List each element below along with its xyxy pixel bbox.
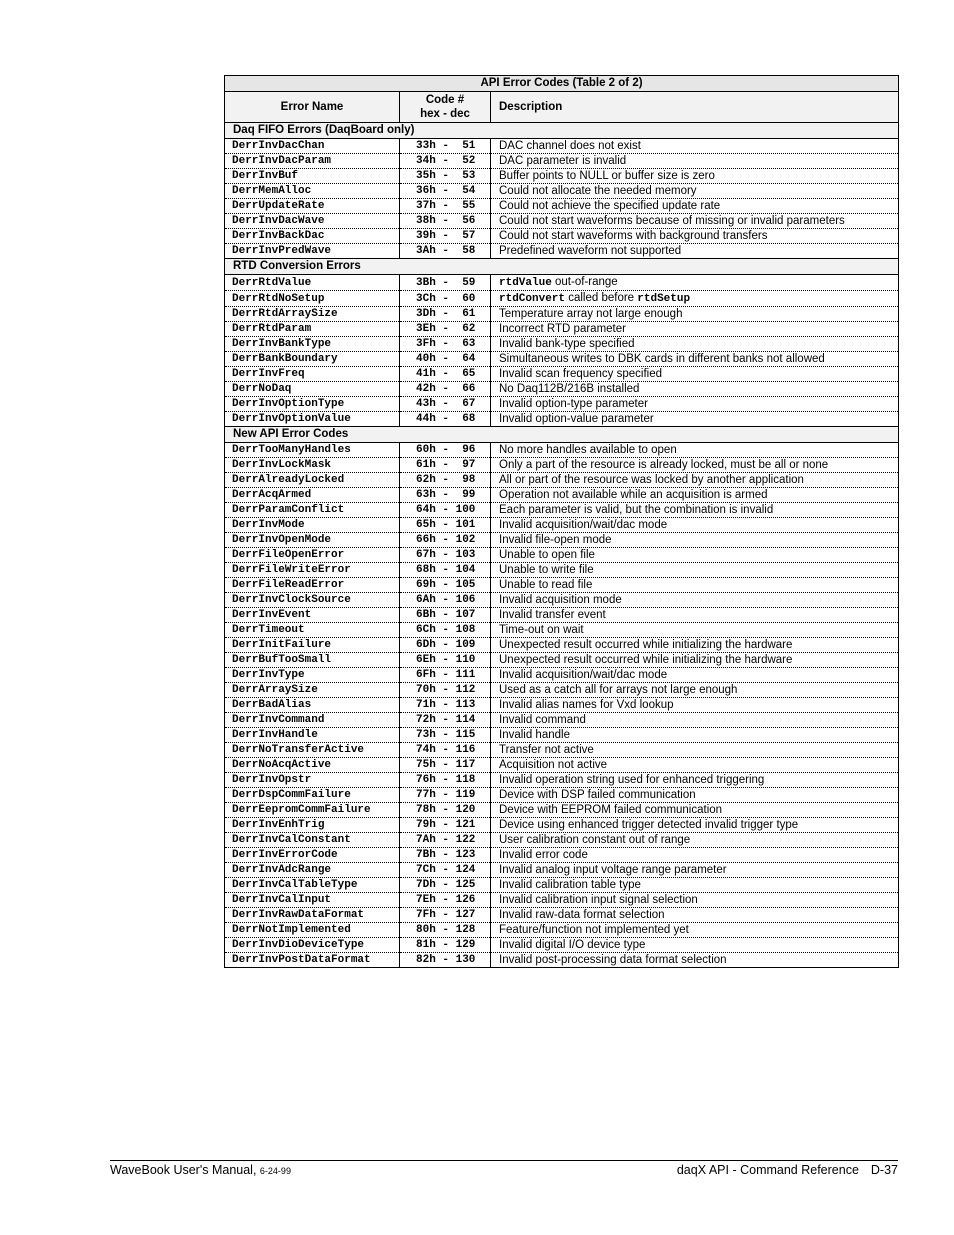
error-code: 70h - 112 — [400, 683, 491, 698]
error-name: DerrDspCommFailure — [225, 788, 400, 803]
error-code: 34h - 52 — [400, 154, 491, 169]
error-code: 7Ah - 122 — [400, 833, 491, 848]
error-name: DerrInvPostDataFormat — [225, 953, 400, 968]
table-row — [225, 623, 899, 638]
table-row — [225, 337, 899, 352]
table-row — [225, 307, 899, 322]
table-row — [225, 698, 899, 713]
table-row — [225, 458, 899, 473]
error-name: DerrInvPredWave — [225, 244, 400, 259]
error-name: DerrInvDacParam — [225, 154, 400, 169]
table-row — [225, 291, 899, 307]
table-row — [225, 638, 899, 653]
description-text: Invalid file-open mode — [499, 534, 612, 546]
description-text: Invalid raw-data format selection — [499, 909, 665, 921]
description-text: Each parameter is valid, but the combination is invalid — [499, 504, 774, 516]
table-row — [225, 668, 899, 683]
error-code: 82h - 130 — [400, 953, 491, 968]
description-text: Invalid handle — [499, 729, 570, 741]
section-header-row — [225, 123, 899, 139]
error-code: 3Eh - 62 — [400, 322, 491, 337]
error-description — [491, 291, 899, 307]
description-text: Could not achieve the specified update rate — [499, 200, 721, 212]
header-code-line2: hex - dec — [420, 108, 470, 120]
error-code: 3Fh - 63 — [400, 337, 491, 352]
table-row — [225, 683, 899, 698]
table-row — [225, 938, 899, 953]
error-code: 3Ah - 58 — [400, 244, 491, 259]
error-code: 80h - 128 — [400, 923, 491, 938]
table-row — [225, 473, 899, 488]
error-description — [491, 908, 899, 923]
error-name: DerrInvAdcRange — [225, 863, 400, 878]
error-name: DerrInvCalConstant — [225, 833, 400, 848]
error-name: DerrEepromCommFailure — [225, 803, 400, 818]
description-text: Invalid option-type parameter — [499, 398, 648, 410]
error-name: DerrInvClockSource — [225, 593, 400, 608]
footer-page-number: D-37 — [870, 1163, 898, 1177]
error-description — [491, 758, 899, 773]
table-row — [225, 608, 899, 623]
error-name: DerrInvOpstr — [225, 773, 400, 788]
footer-section-title: daqX API - Command Reference — [676, 1163, 859, 1177]
description-text: Operation not available while an acquisition is armed — [499, 489, 768, 501]
error-code: 6Fh - 111 — [400, 668, 491, 683]
description-text: Incorrect RTD parameter — [499, 323, 626, 335]
description-text: Device with DSP failed communication — [499, 789, 696, 801]
footer-date: 6-24-99 — [259, 1166, 291, 1176]
error-name: DerrInvDioDeviceType — [225, 938, 400, 953]
error-description — [491, 214, 899, 229]
error-code: 81h - 129 — [400, 938, 491, 953]
error-description — [491, 397, 899, 412]
error-description — [491, 184, 899, 199]
error-code: 44h - 68 — [400, 412, 491, 427]
error-name: DerrInvDacChan — [225, 139, 400, 154]
table-row — [225, 367, 899, 382]
error-code: 6Bh - 107 — [400, 608, 491, 623]
description-text: Simultaneous writes to DBK cards in different banks not allowed — [499, 353, 825, 365]
table-row — [225, 923, 899, 938]
table-row — [225, 488, 899, 503]
error-description — [491, 169, 899, 184]
error-description — [491, 878, 899, 893]
section-title: Daq FIFO Errors (DaqBoard only) — [225, 123, 899, 139]
error-description — [491, 563, 899, 578]
header-error-name: Error Name — [225, 92, 400, 123]
error-description — [491, 412, 899, 427]
error-code: 60h - 96 — [400, 443, 491, 458]
error-name: DerrAcqArmed — [225, 488, 400, 503]
error-code: 38h - 56 — [400, 214, 491, 229]
table-row — [225, 953, 899, 968]
table-row — [225, 758, 899, 773]
footer-right — [677, 1163, 898, 1177]
section-title: RTD Conversion Errors — [225, 259, 899, 275]
error-description — [491, 229, 899, 244]
description-code-term: rtdConvert — [499, 293, 566, 305]
table-row — [225, 863, 899, 878]
header-code — [400, 92, 491, 123]
error-name: DerrInvFreq — [225, 367, 400, 382]
error-code: 3Bh - 59 — [400, 275, 491, 291]
error-name: DerrInvCalInput — [225, 893, 400, 908]
error-name: DerrTimeout — [225, 623, 400, 638]
error-code: 72h - 114 — [400, 713, 491, 728]
error-code: 42h - 66 — [400, 382, 491, 397]
description-text: Invalid acquisition mode — [499, 594, 622, 606]
error-code: 7Ch - 124 — [400, 863, 491, 878]
description-text: Transfer not active — [499, 744, 594, 756]
description-text: Invalid calibration table type — [499, 879, 641, 891]
description-text: Unable to open file — [499, 549, 595, 561]
error-name: DerrInvLockMask — [225, 458, 400, 473]
error-description — [491, 638, 899, 653]
table-row — [225, 878, 899, 893]
error-description — [491, 893, 899, 908]
error-code: 73h - 115 — [400, 728, 491, 743]
error-description — [491, 698, 899, 713]
description-text: Invalid acquisition/wait/dac mode — [499, 519, 668, 531]
table-row — [225, 244, 899, 259]
error-code: 3Ch - 60 — [400, 291, 491, 307]
error-code: 79h - 121 — [400, 818, 491, 833]
error-description — [491, 953, 899, 968]
error-name: DerrInvErrorCode — [225, 848, 400, 863]
error-name: DerrNoAcqActive — [225, 758, 400, 773]
error-name: DerrFileWriteError — [225, 563, 400, 578]
footer-manual-title: WaveBook User's Manual, — [110, 1163, 257, 1177]
error-name: DerrNotImplemented — [225, 923, 400, 938]
error-description — [491, 773, 899, 788]
error-description — [491, 743, 899, 758]
error-description — [491, 199, 899, 214]
description-text: Invalid command — [499, 714, 586, 726]
error-code: 74h - 116 — [400, 743, 491, 758]
table-row — [225, 908, 899, 923]
error-name: DerrInvEvent — [225, 608, 400, 623]
error-description — [491, 473, 899, 488]
table-row — [225, 154, 899, 169]
error-description — [491, 938, 899, 953]
error-code: 33h - 51 — [400, 139, 491, 154]
error-code: 69h - 105 — [400, 578, 491, 593]
error-name: DerrNoDaq — [225, 382, 400, 397]
description-code-term: rtdSetup — [637, 293, 691, 305]
error-code: 77h - 119 — [400, 788, 491, 803]
error-code: 65h - 101 — [400, 518, 491, 533]
description-text: Invalid operation string used for enhanced triggering — [499, 774, 765, 786]
error-name: DerrInvBuf — [225, 169, 400, 184]
footer-left — [110, 1163, 291, 1177]
error-name: DerrArraySize — [225, 683, 400, 698]
error-code: 6Ch - 108 — [400, 623, 491, 638]
error-description — [491, 788, 899, 803]
description-text: Device using enhanced trigger detected invalid trigger type — [499, 819, 799, 831]
description-text: Could not start waveforms with background transfers — [499, 230, 768, 242]
error-code: 64h - 100 — [400, 503, 491, 518]
error-name: DerrFileOpenError — [225, 548, 400, 563]
error-description — [491, 683, 899, 698]
error-name: DerrParamConflict — [225, 503, 400, 518]
error-description — [491, 488, 899, 503]
table-row — [225, 848, 899, 863]
table-row — [225, 788, 899, 803]
error-description — [491, 533, 899, 548]
description-text: All or part of the resource was locked by another application — [499, 474, 804, 486]
error-name: DerrInvType — [225, 668, 400, 683]
error-code: 43h - 67 — [400, 397, 491, 412]
description-text: Time-out on wait — [499, 624, 584, 636]
error-code: 76h - 118 — [400, 773, 491, 788]
error-name: DerrInvCalTableType — [225, 878, 400, 893]
error-code: 75h - 117 — [400, 758, 491, 773]
error-name: DerrInvMode — [225, 518, 400, 533]
table-row — [225, 412, 899, 427]
description-text: Unable to read file — [499, 579, 593, 591]
description-text: Invalid scan frequency specified — [499, 368, 663, 380]
table-row — [225, 728, 899, 743]
description-text: No more handles available to open — [499, 444, 677, 456]
error-name: DerrInvDacWave — [225, 214, 400, 229]
table-row — [225, 713, 899, 728]
error-name: DerrRtdParam — [225, 322, 400, 337]
description-text: User calibration constant out of range — [499, 834, 691, 846]
error-name: DerrBadAlias — [225, 698, 400, 713]
error-name: DerrInvEnhTrig — [225, 818, 400, 833]
description-code-term: rtdValue — [499, 277, 552, 289]
error-description — [491, 593, 899, 608]
description-text: Invalid error code — [499, 849, 588, 861]
api-error-codes-table — [224, 75, 899, 968]
error-description — [491, 322, 899, 337]
table-row — [225, 548, 899, 563]
error-code: 63h - 99 — [400, 488, 491, 503]
error-description — [491, 503, 899, 518]
table-row — [225, 139, 899, 154]
table-row — [225, 578, 899, 593]
table-row — [225, 184, 899, 199]
error-name: DerrInvBackDac — [225, 229, 400, 244]
section-header-row — [225, 259, 899, 275]
description-text: Invalid alias names for Vxd lookup — [499, 699, 674, 711]
description-text: Feature/function not implemented yet — [499, 924, 689, 936]
error-description — [491, 653, 899, 668]
error-description — [491, 728, 899, 743]
error-code: 62h - 98 — [400, 473, 491, 488]
description-text: Unable to write file — [499, 564, 594, 576]
description-text: Invalid calibration input signal selection — [499, 894, 698, 906]
error-code: 66h - 102 — [400, 533, 491, 548]
error-description — [491, 458, 899, 473]
error-name: DerrInvOptionType — [225, 397, 400, 412]
table-caption: API Error Codes (Table 2 of 2) — [225, 76, 899, 92]
error-name: DerrInvOpenMode — [225, 533, 400, 548]
description-text: out-of-range — [551, 276, 618, 288]
table-row — [225, 773, 899, 788]
description-text: Unexpected result occurred while initializing the hardware — [499, 654, 793, 666]
error-name: DerrInvOptionValue — [225, 412, 400, 427]
error-description — [491, 803, 899, 818]
table-row — [225, 397, 899, 412]
table-row — [225, 653, 899, 668]
error-description — [491, 139, 899, 154]
description-text: called before — [565, 292, 638, 304]
table-row — [225, 275, 899, 291]
error-code: 68h - 104 — [400, 563, 491, 578]
table-row — [225, 443, 899, 458]
table-row — [225, 322, 899, 337]
table-row — [225, 503, 899, 518]
error-description — [491, 863, 899, 878]
error-description — [491, 713, 899, 728]
error-description — [491, 578, 899, 593]
error-name: DerrMemAlloc — [225, 184, 400, 199]
error-description — [491, 623, 899, 638]
description-text: Temperature array not large enough — [499, 308, 683, 320]
table-row — [225, 214, 899, 229]
error-description — [491, 154, 899, 169]
error-description — [491, 367, 899, 382]
error-description — [491, 818, 899, 833]
table-row — [225, 169, 899, 184]
error-description — [491, 382, 899, 397]
error-description — [491, 923, 899, 938]
table-row — [225, 199, 899, 214]
error-name: DerrBufTooSmall — [225, 653, 400, 668]
description-text: DAC channel does not exist — [499, 140, 641, 152]
error-name: DerrRtdArraySize — [225, 307, 400, 322]
error-description — [491, 244, 899, 259]
error-name: DerrInvBankType — [225, 337, 400, 352]
error-code: 35h - 53 — [400, 169, 491, 184]
error-name: DerrRtdValue — [225, 275, 400, 291]
error-code: 7Bh - 123 — [400, 848, 491, 863]
description-text: Only a part of the resource is already locked, must be all or none — [499, 459, 829, 471]
description-text: Acquisition not active — [499, 759, 608, 771]
description-text: No Daq112B/216B installed — [499, 383, 640, 395]
table-row — [225, 563, 899, 578]
error-description — [491, 337, 899, 352]
section-title: New API Error Codes — [225, 427, 899, 443]
error-description — [491, 352, 899, 367]
error-description — [491, 548, 899, 563]
description-text: Invalid acquisition/wait/dac mode — [499, 669, 668, 681]
error-description — [491, 833, 899, 848]
error-code: 41h - 65 — [400, 367, 491, 382]
table-row — [225, 803, 899, 818]
error-name: DerrInvCommand — [225, 713, 400, 728]
description-text: Unexpected result occurred while initializing the hardware — [499, 639, 793, 651]
error-code: 7Dh - 125 — [400, 878, 491, 893]
error-description — [491, 443, 899, 458]
error-code: 36h - 54 — [400, 184, 491, 199]
error-description — [491, 275, 899, 291]
description-text: Invalid option-value parameter — [499, 413, 654, 425]
error-name: DerrInitFailure — [225, 638, 400, 653]
error-code: 67h - 103 — [400, 548, 491, 563]
error-name: DerrTooManyHandles — [225, 443, 400, 458]
error-description — [491, 608, 899, 623]
error-code: 6Ah - 106 — [400, 593, 491, 608]
error-code: 40h - 64 — [400, 352, 491, 367]
error-description — [491, 307, 899, 322]
description-text: Buffer points to NULL or buffer size is zero — [499, 170, 715, 182]
table-row — [225, 518, 899, 533]
table-row — [225, 893, 899, 908]
table-row — [225, 229, 899, 244]
error-name: DerrAlreadyLocked — [225, 473, 400, 488]
error-name: DerrRtdNoSetup — [225, 291, 400, 307]
footer-rule — [110, 1160, 898, 1161]
description-text: Could not allocate the needed memory — [499, 185, 697, 197]
error-code: 6Eh - 110 — [400, 653, 491, 668]
error-description — [491, 518, 899, 533]
description-text: Predefined waveform not supported — [499, 245, 682, 257]
table-row — [225, 743, 899, 758]
table-row — [225, 533, 899, 548]
description-text: Invalid bank-type specified — [499, 338, 635, 350]
table-row — [225, 382, 899, 397]
error-code: 3Dh - 61 — [400, 307, 491, 322]
error-code: 7Fh - 127 — [400, 908, 491, 923]
description-text: Could not start waveforms because of missing or invalid parameters — [499, 215, 845, 227]
error-code: 61h - 97 — [400, 458, 491, 473]
table-row — [225, 833, 899, 848]
error-code: 71h - 113 — [400, 698, 491, 713]
error-code: 78h - 120 — [400, 803, 491, 818]
section-header-row — [225, 427, 899, 443]
header-description: Description — [491, 92, 899, 123]
description-text: Invalid transfer event — [499, 609, 606, 621]
error-code: 7Eh - 126 — [400, 893, 491, 908]
error-code: 37h - 55 — [400, 199, 491, 214]
description-text: DAC parameter is invalid — [499, 155, 627, 167]
error-name: DerrUpdateRate — [225, 199, 400, 214]
error-description — [491, 668, 899, 683]
error-name: DerrBankBoundary — [225, 352, 400, 367]
table-row — [225, 818, 899, 833]
error-name: DerrInvHandle — [225, 728, 400, 743]
error-code: 39h - 57 — [400, 229, 491, 244]
error-description — [491, 848, 899, 863]
table-row — [225, 593, 899, 608]
description-text: Invalid digital I/O device type — [499, 939, 646, 951]
error-name: DerrFileReadError — [225, 578, 400, 593]
description-text: Invalid post-processing data format selection — [499, 954, 727, 966]
error-code: 6Dh - 109 — [400, 638, 491, 653]
description-text: Device with EEPROM failed communication — [499, 804, 723, 816]
error-name: DerrNoTransferActive — [225, 743, 400, 758]
description-text: Invalid analog input voltage range parameter — [499, 864, 727, 876]
header-code-line1: Code # — [425, 94, 465, 106]
description-text: Used as a catch all for arrays not large enough — [499, 684, 738, 696]
error-name: DerrInvRawDataFormat — [225, 908, 400, 923]
table-row — [225, 352, 899, 367]
table-body — [225, 123, 899, 968]
